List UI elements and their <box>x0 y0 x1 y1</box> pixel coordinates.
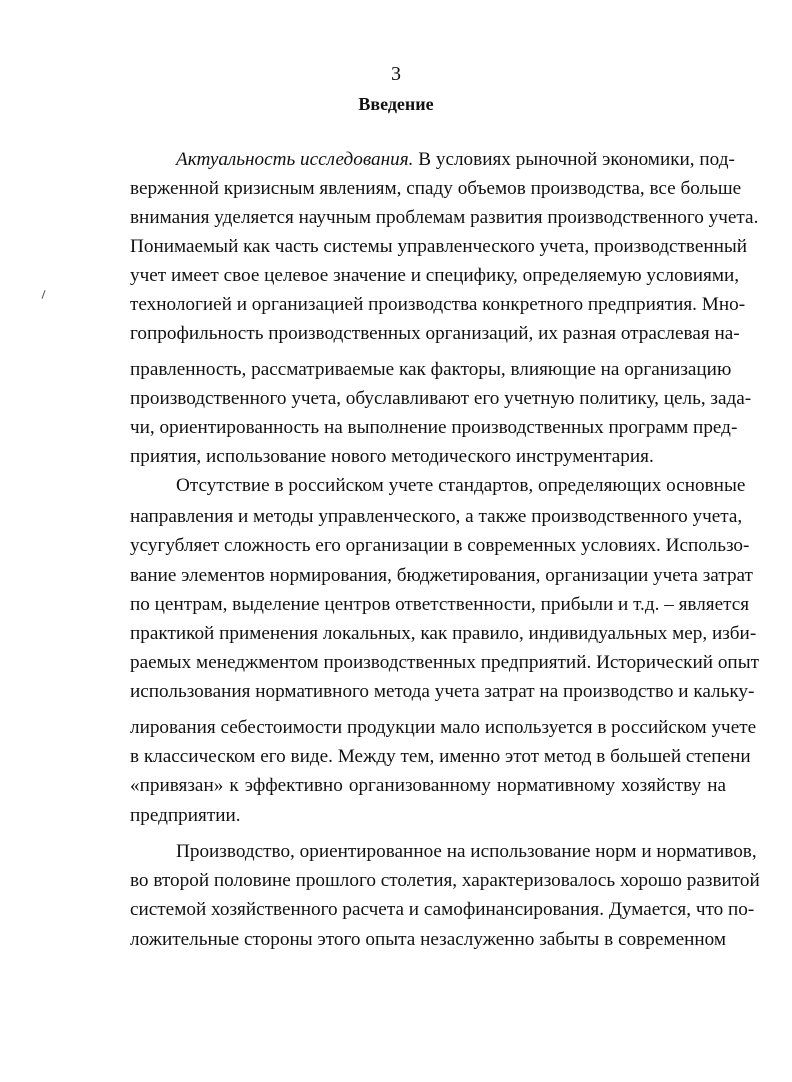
text-line: лирования себестоимости продукции мало используется в российском учете <box>130 717 757 738</box>
text-line: Производство, ориентированное на использование норм и нормативов, <box>176 841 757 862</box>
relevance-lead: Актуальность исследования. <box>176 149 414 170</box>
text-line: усугубляет сложность его организации в современных условиях. Использо- <box>130 535 750 556</box>
text-line: раемых менеджментом производственных предприятий. Исторический опыт <box>130 652 759 673</box>
text-line: практикой применения локальных, как правило, индивидуальных мер, изби- <box>130 623 757 644</box>
text-line: производственного учета, обуславливают его учетную политику, цель, зада- <box>130 388 752 409</box>
page-number: 3 <box>391 63 401 85</box>
text-line: технологией и организацией производства конкретного предприятия. Мно- <box>130 294 746 315</box>
text-line: учет имеет свое целевое значение и специфику, определяемую условиями, <box>130 265 740 286</box>
text-line: в классическом его виде. Между тем, именно этот метод в большей степени <box>130 746 751 767</box>
text-line: внимания уделяется научным проблемам развития производственного учета. <box>130 207 759 228</box>
text-line: системой хозяйственного расчета и самофинансирования. Думается, что по- <box>130 899 755 920</box>
text-line: чи, ориентированность на выполнение производственных программ пред- <box>130 417 738 438</box>
margin-scan-mark <box>41 290 45 299</box>
text-line: использования нормативного метода учета затрат на производство и кальку- <box>130 681 755 702</box>
text-line: правленность, рассматриваемые как факторы, влияющие на организацию <box>130 359 732 380</box>
text-line: по центрам, выделение центров ответственности, прибыли и т.д. – является <box>130 594 750 615</box>
text-line: верженной кризисным явлениям, спаду объемов производства, все больше <box>130 178 742 199</box>
text-line: Актуальность исследования. В условиях рыночной экономики, под- <box>176 149 735 170</box>
text-line: приятия, использование нового методического инструментария. <box>130 446 654 467</box>
section-heading: Введение <box>358 94 434 114</box>
text-line: ложительные стороны этого опыта незаслуженно забыты в современном <box>130 929 726 950</box>
text-line: вание элементов нормирования, бюджетирования, организации учета затрат <box>130 565 753 586</box>
text-line: «привязан» к эффективно организованному нормативному хозяйству на <box>130 775 726 796</box>
text-line: направления и методы управленческого, а также производственного учета, <box>130 506 743 527</box>
text-line: Отсутствие в российском учете стандартов, определяющих основные <box>176 475 746 496</box>
text-line: во второй половине прошлого столетия, характеризовалось хорошо развитой <box>130 870 760 891</box>
text-line: предприятии. <box>130 805 241 826</box>
text-line: Понимаемый как часть системы управленческого учета, производственный <box>130 236 748 257</box>
text-line: гопрофильность производственных организаций, их разная отраслевая на- <box>130 323 740 344</box>
